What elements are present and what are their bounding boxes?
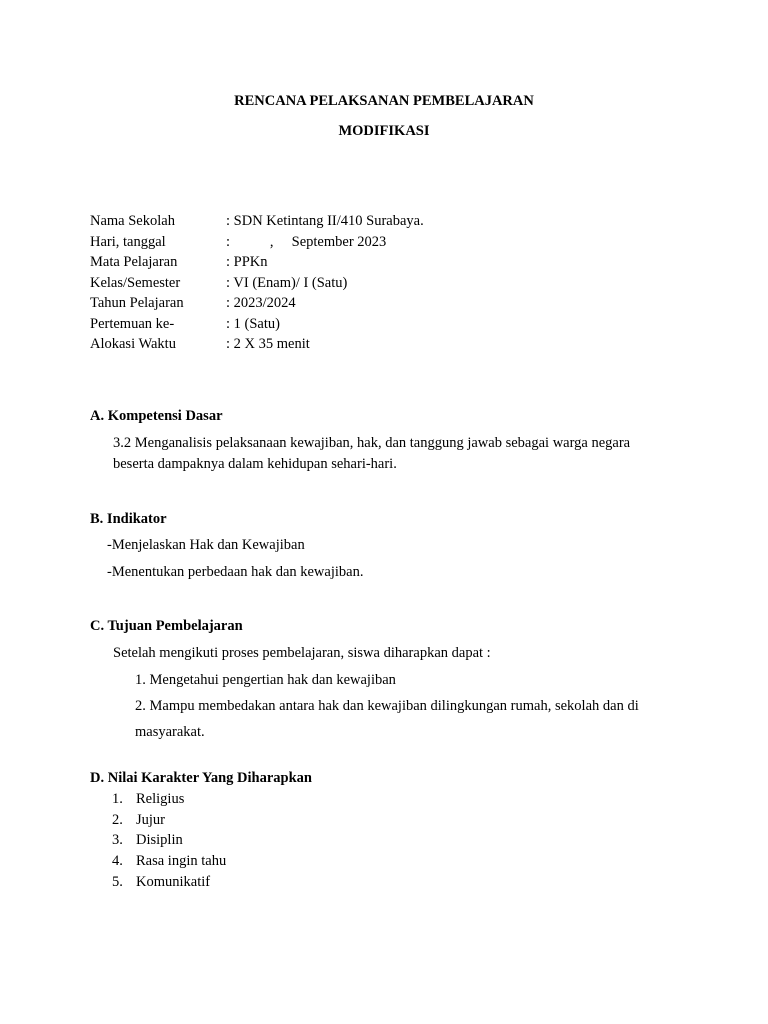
list-number: 5. — [112, 873, 123, 890]
identity-value: : 2023/2024 — [226, 295, 296, 311]
list-text: Disiplin — [136, 832, 183, 849]
identity-value: : PPKn — [226, 254, 268, 270]
list-item — [112, 872, 226, 893]
identity-label: Nama Sekolah — [90, 213, 175, 229]
objective-item-continuation: masyarakat. — [135, 724, 205, 740]
list-item — [112, 810, 226, 831]
identity-table — [90, 211, 424, 355]
identity-label: Tahun Pelajaran — [90, 295, 184, 311]
identity-label: Pertemuan ke- — [90, 315, 175, 332]
list-number: 1. — [112, 791, 123, 807]
section-c-intro: Setelah mengikuti proses pembelajaran, siswa diharapkan dapat : — [113, 645, 491, 661]
identity-label: Mata Pelajaran — [90, 254, 178, 270]
identity-label: Kelas/Semester — [90, 274, 181, 291]
document-title: RENCANA PELAKSANAN PEMBELAJARAN — [234, 93, 534, 109]
section-a-text: 3.2 Menganalisis pelaksanaan kewajiban, hak, dan tanggung jawab sebagai warga negara beserta dampaknya dalam kehidupan sehari-hari. — [113, 435, 631, 472]
list-item — [112, 851, 226, 872]
identity-label: Hari, tanggal — [90, 233, 166, 250]
list-number: 3. — [112, 832, 123, 849]
section-c-heading: C. Tujuan Pembelajaran — [90, 618, 243, 634]
objective-item: 2. Mampu membedakan antara hak dan kewajiban dilingkungan rumah, sekolah dan di — [135, 698, 639, 714]
section-a-heading: A. Kompetensi Dasar — [90, 408, 223, 424]
identity-value: : 2 X 35 menit — [226, 336, 310, 352]
list-number: 2. — [112, 811, 123, 828]
identity-row — [90, 273, 424, 294]
identity-row — [90, 293, 424, 314]
section-b-heading: B. Indikator — [90, 511, 167, 527]
identity-row — [90, 314, 424, 335]
identity-row — [90, 232, 424, 253]
character-list — [112, 789, 226, 892]
list-text: Religius — [136, 791, 185, 807]
identity-value: : VI (Enam)/ I (Satu) — [226, 274, 348, 291]
identity-row — [90, 334, 424, 355]
list-item — [112, 789, 226, 810]
list-text: Rasa ingin tahu — [136, 853, 227, 870]
identity-value: : SDN Ketintang II/410 Surabaya. — [226, 213, 424, 229]
identity-label: Alokasi Waktu — [90, 336, 176, 352]
document-subtitle: MODIFIKASI — [338, 123, 430, 139]
list-number: 4. — [112, 853, 123, 870]
indicator-item: -Menjelaskan Hak dan Kewajiban — [107, 537, 305, 553]
identity-value: : , September 2023 — [226, 233, 387, 250]
identity-value: : 1 (Satu) — [226, 315, 280, 332]
list-text: Jujur — [136, 811, 165, 828]
objective-item: 1. Mengetahui pengertian hak dan kewajiban — [135, 672, 396, 688]
indicator-item: -Menentukan perbedaan hak dan kewajiban. — [107, 564, 364, 580]
section-d-heading: D. Nilai Karakter Yang Diharapkan — [90, 770, 312, 786]
identity-row — [90, 252, 424, 273]
list-item — [112, 830, 226, 851]
list-text: Komunikatif — [136, 873, 211, 890]
identity-row — [90, 211, 424, 232]
